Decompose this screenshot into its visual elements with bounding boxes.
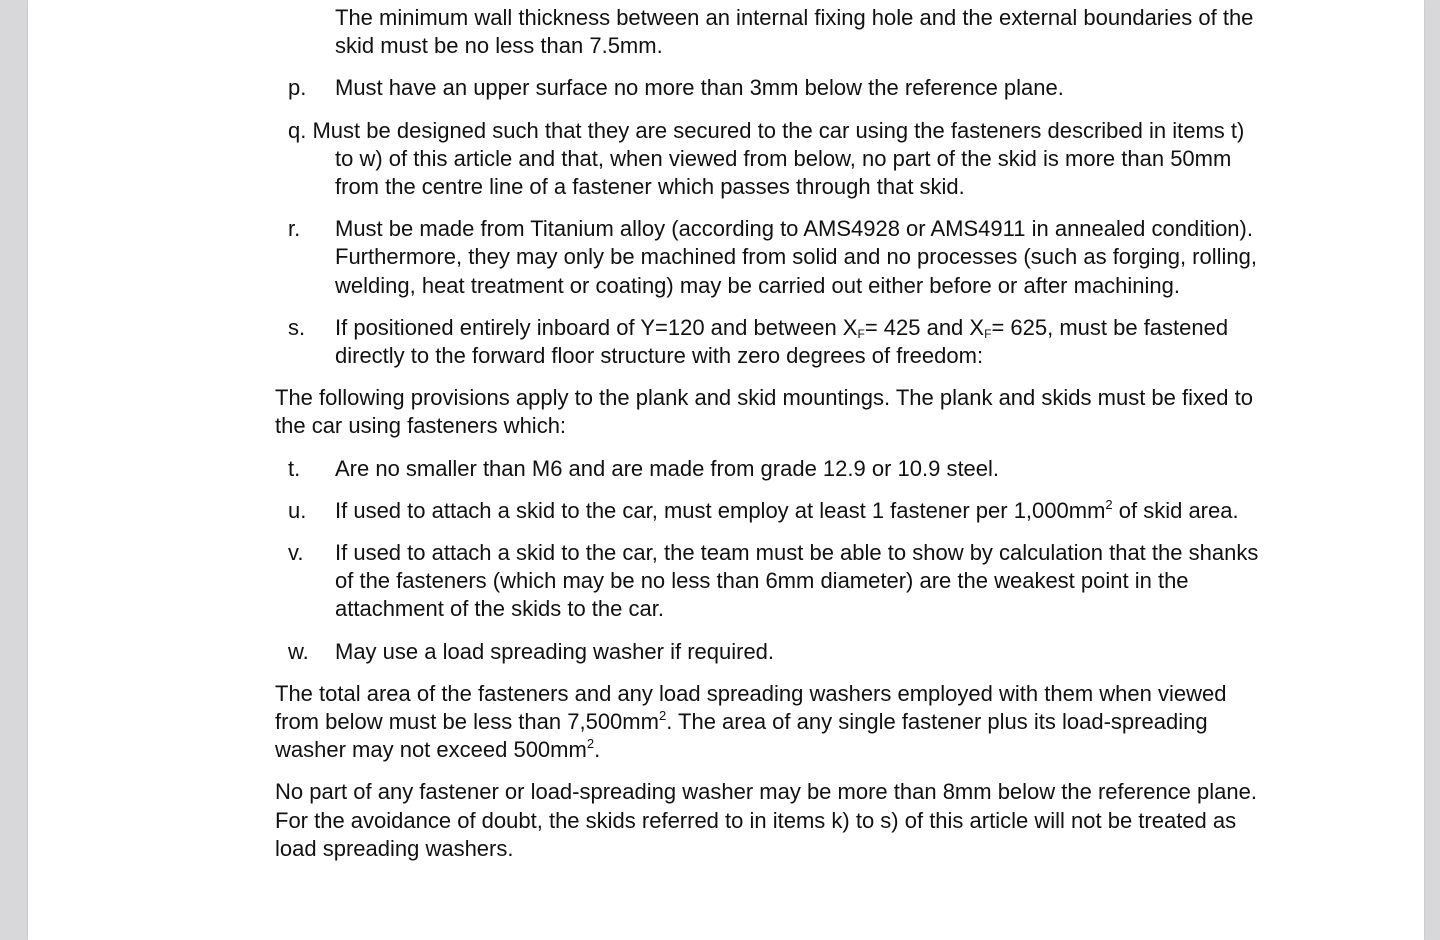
text-run: . The area of any single fastener plus its load-spreading washer may not exceed 500mm xyxy=(275,709,1208,763)
list-item-text: Must have an upper surface no more than 3mm below the reference plane. xyxy=(335,75,1064,101)
item-o-continuation: The minimum wall thickness between an internal fixing hole and the external boundaries of the skid must be no less than 7.5mm. xyxy=(335,5,1254,59)
subscript: F xyxy=(857,326,865,341)
superscript: 2 xyxy=(1105,496,1113,512)
superscript: 2 xyxy=(658,708,667,724)
text-run: If used to attach a skid to the car, must employ at least 1 fastener per 1,000mm xyxy=(335,497,1106,523)
superscript: 2 xyxy=(586,736,595,752)
list-item-s xyxy=(275,314,1265,370)
text-run: If positioned entirely inboard of Y=120 and between X xyxy=(335,314,858,340)
list-item-text: May use a load spreading washer if required. xyxy=(335,638,775,664)
list-item-text: Must be designed such that they are secured to the car using the fasteners described in items t) to w) of this article and that, when viewed from below, no part of the skid is more than 50mm from the centre line of a fastener which passes through that skid. xyxy=(312,117,1245,200)
list-item-v xyxy=(275,539,1265,624)
paragraph-fasteners: The following provisions apply to the plank and skid mountings. The plank and skids must be fixed to the car using fasteners which: xyxy=(275,385,1253,439)
list-marker: u. xyxy=(288,497,307,523)
list-marker: r. xyxy=(288,216,301,242)
list-item-u xyxy=(275,497,1265,525)
regulation-text xyxy=(275,4,1265,877)
subscript: F xyxy=(984,326,992,341)
list-item-t xyxy=(275,455,1265,483)
paragraph-washer-depth: No part of any fastener or load-spreading washer may be more than 8mm below the reference plane. For the avoidance of doubt, the skids referred to in items k) to s) of this article will not be treated as load spreading washers. xyxy=(275,779,1257,861)
list-item-q xyxy=(275,117,1265,202)
list-item-text: If used to attach a skid to the car, the team must be able to show by calculation that the shanks of the fasteners (which may be no less than 6mm diameter) are the weakest point in the attachment of the skids to the car. xyxy=(335,540,1259,622)
list-item-text xyxy=(335,315,1228,368)
list-marker: w. xyxy=(288,638,309,664)
text-run: = 425 and X xyxy=(864,314,985,340)
text-run: . xyxy=(594,737,601,763)
text-run: of skid area. xyxy=(1112,497,1239,523)
list-item-w xyxy=(275,638,1265,666)
list-item-text xyxy=(335,498,1239,523)
list-marker: t. xyxy=(288,455,301,481)
list-item-r xyxy=(275,215,1265,300)
list-item-text: Must be made from Titanium alloy (according to AMS4928 or AMS4911 in annealed condition). Furthermore, they may only be machined from solid and no processes (such as forging, rolling, welding, heat treatment or coating) may be carried out either before or after machining. xyxy=(335,216,1257,298)
text-run: The total area of the fasteners and any load spreading washers employed with them when viewed from below must be less than 7,500mm xyxy=(275,680,1227,735)
paragraph-fastener-area xyxy=(275,680,1265,765)
list-item-p xyxy=(275,74,1265,102)
list-marker: s. xyxy=(288,314,306,340)
list-marker: v. xyxy=(288,540,304,566)
document-page xyxy=(28,0,1424,940)
text-run: = 625, must be fastened directly to the forward floor structure with zero degrees of freedom: xyxy=(335,314,1229,369)
list-marker: p. xyxy=(288,75,307,101)
list-marker: q. xyxy=(288,117,307,143)
list-item-text: Are no smaller than M6 and are made from grade 12.9 or 10.9 steel. xyxy=(335,455,1000,481)
